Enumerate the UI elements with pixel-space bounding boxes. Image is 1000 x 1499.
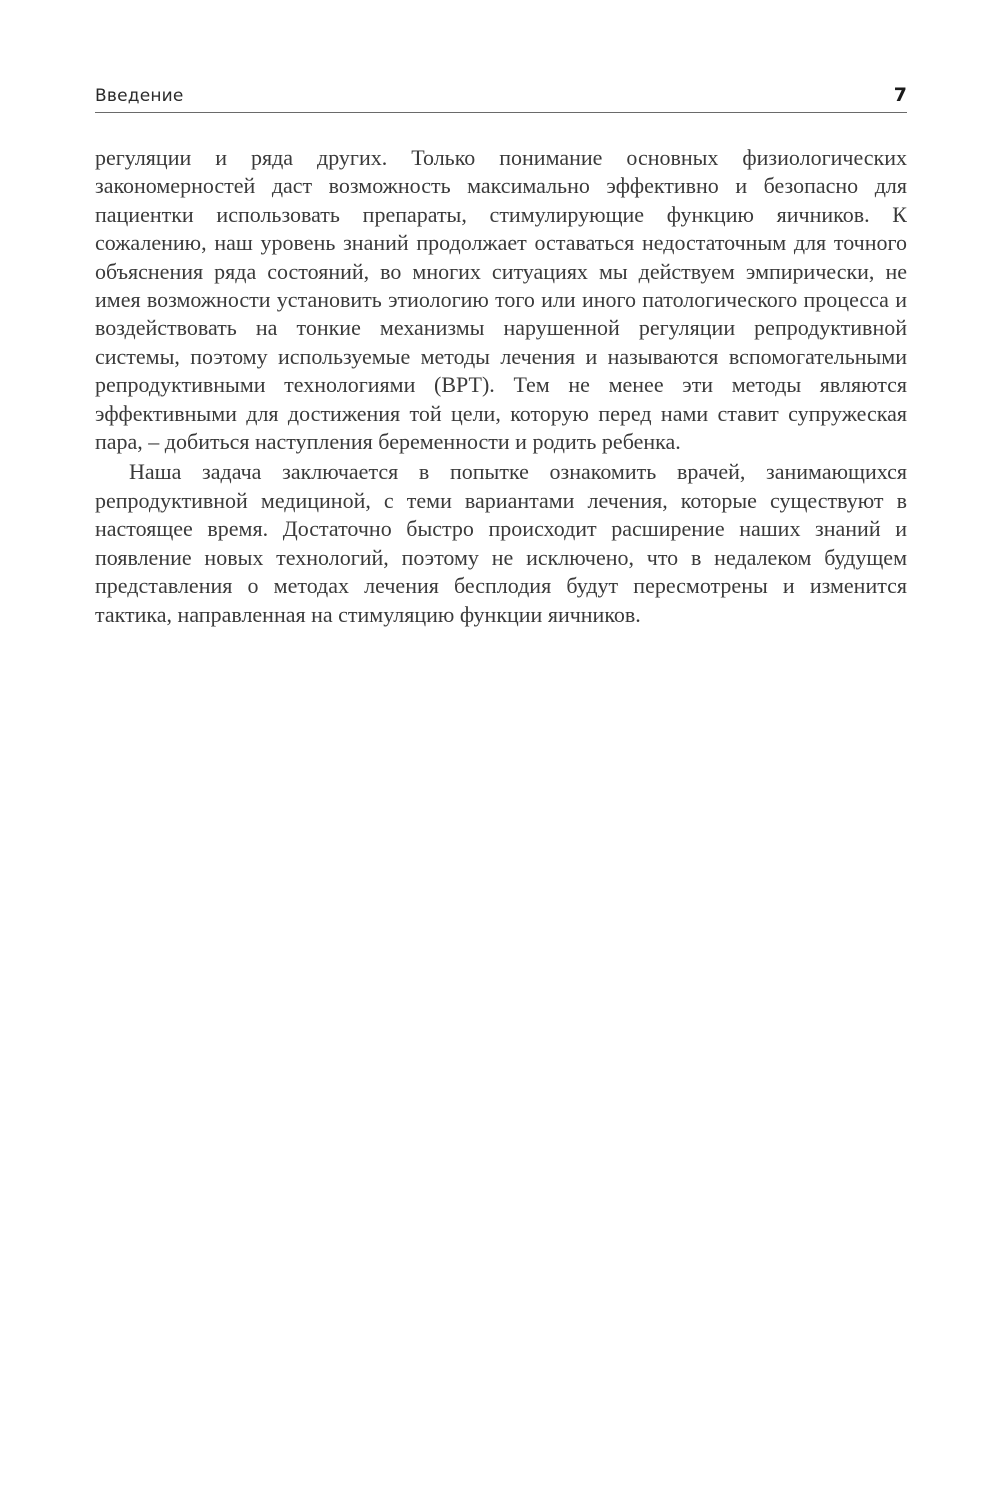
running-title: Введение (95, 86, 184, 106)
running-header (95, 84, 907, 113)
body-text (95, 144, 907, 631)
page-number: 7 (893, 84, 907, 106)
paragraph-continued: регуляции и ряда других. Только понимание основных физиологических закономерностей даст возможность максимально эффективно и безопасно для пациентки использовать препараты, стимулирующие функцию яичников. К сожалению, наш уровень знаний продолжает оставаться недостаточным для точного объяснения ряда состояний, во многих ситуациях мы действуем эмпирически, не имея возможности установить этиологию того или иного патологического процесса и воздействовать на тонкие механизмы нарушенной регуляции репродуктивной системы, поэтому используемые методы лечения и называются вспомогательными репродуктивными технологиями (ВРТ). Тем не менее эти методы являются эффективными для достижения той цели, которую перед нами ставит супружеская пара, – добиться наступления беременности и родить ребенка. (95, 145, 907, 455)
paragraph: Наша задача заключается в попытке ознакомить врачей, занимающихся репродуктивной медициной, с теми вариантами лечения, которые существуют в настоящее время. Достаточно быстро происходит расширение наших знаний и появление новых технологий, поэтому не исключено, что в недалеком будущем представления о методах лечения бесплодия будут пересмотрены и изменится тактика, направленная на стимуляцию функции яичников. (95, 459, 907, 627)
